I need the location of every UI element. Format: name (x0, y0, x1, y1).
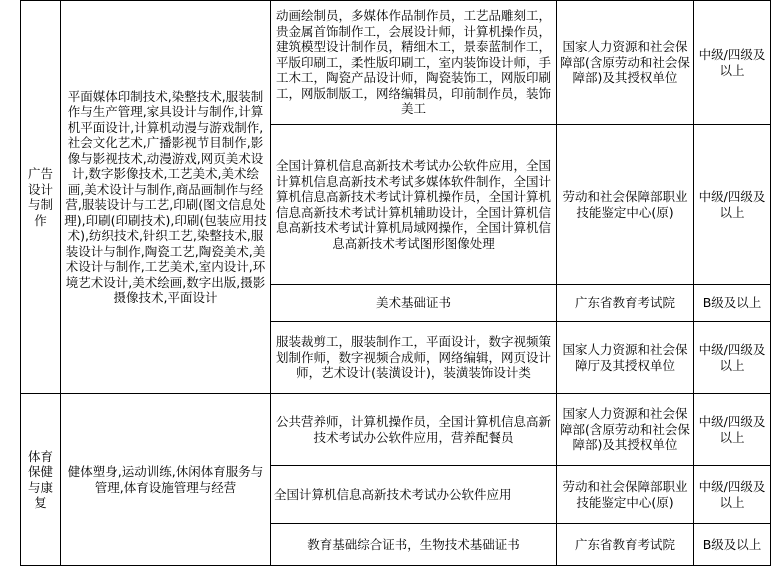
category-cell: 广告设计与制作 (21, 1, 61, 394)
level-cell: 中级/四级及以上 (694, 322, 771, 394)
issuer-cell: 劳动和社会保障部职业技能鉴定中心(原) (557, 466, 694, 524)
certificate-cell: 服装裁剪工，服装制作工，平面设计，数字视频策划制作师，数字视频合成师，网络编辑，网页设计师，艺术设计(装潢设计)，装潢装饰设计类 (271, 322, 557, 394)
issuer-cell: 国家人力资源和社会保障部(含原劳动和社会保障部)及其授权单位 (557, 394, 694, 466)
level-cell: B级及以上 (694, 285, 771, 322)
certificate-table (20, 0, 771, 566)
issuer-cell: 广东省教育考试院 (557, 285, 694, 322)
level-cell: 中级/四级及以上 (694, 394, 771, 466)
certificate-cell: 教育基础综合证书，生物技术基础证书 (271, 524, 557, 566)
category-cell: 体育保健与康复 (21, 394, 61, 566)
certificate-cell: 美术基础证书 (271, 285, 557, 322)
table-row (21, 394, 771, 466)
majors-cell: 平面媒体印制技术,染整技术,服装制作与生产管理,家具设计与制作,计算机平面设计,计算机动漫与游戏制作,社会文化艺术,广播影视节目制作,影像与影视技术,动漫游戏,网页美术设计,数字影像技术,工艺美术,美术绘画,美术设计与制作,商品画制作与经营,服装设计与工艺,印刷(图文信息处理),印刷(印刷技术),印刷(包装应用技术),纺织技术,针织工艺,染整技术,服装设计与制作,陶瓷工艺,陶瓷美术,美术设计与制作,工艺美术,室内设计,环境艺术设计,美术绘画,数字出版,摄影摄像技术,平面设计 (61, 1, 271, 394)
level-cell: 中级/四级及以上 (694, 125, 771, 285)
issuer-cell: 广东省教育考试院 (557, 524, 694, 566)
level-cell: 中级/四级及以上 (694, 466, 771, 524)
majors-cell: 健体塑身,运动训练,休闲体育服务与管理,体育设施管理与经营 (61, 394, 271, 566)
table-row (21, 1, 771, 125)
certificate-cell: 全国计算机信息高新技术考试办公软件应用 (271, 466, 557, 524)
certificate-cell: 公共营养师，计算机操作员，全国计算机信息高新技术考试办公软件应用，营养配餐员 (271, 394, 557, 466)
certificate-cell: 动画绘制员，多媒体作品制作员，工艺品雕刻工，贵金属首饰制作工，会展设计师，计算机操作员，建筑模型设计制作员，精细木工，景泰蓝制作工，平版印刷工，柔性版印刷工，室内装饰设计师，手工木工，陶瓷产品设计师，陶瓷装饰工，网版印刷工，网版制版工，网络编辑员，印前制作员，装饰美工 (271, 1, 557, 125)
issuer-cell: 国家人力资源和社会保障厅及其授权单位 (557, 322, 694, 394)
level-cell: B级及以上 (694, 524, 771, 566)
certificate-cell: 全国计算机信息高新技术考试办公软件应用，全国计算机信息高新技术考试多媒体软件制作，全国计算机信息高新技术考试计算机操作员，全国计算机信息高新技术考试计算机辅助设计，全国计算机信息高新技术考试计算机局域网操作，全国计算机信息高新技术考试图形图像处理 (271, 125, 557, 285)
issuer-cell: 国家人力资源和社会保障部(含原劳动和社会保障部)及其授权单位 (557, 1, 694, 125)
issuer-cell: 劳动和社会保障部职业技能鉴定中心(原) (557, 125, 694, 285)
level-cell: 中级/四级及以上 (694, 1, 771, 125)
